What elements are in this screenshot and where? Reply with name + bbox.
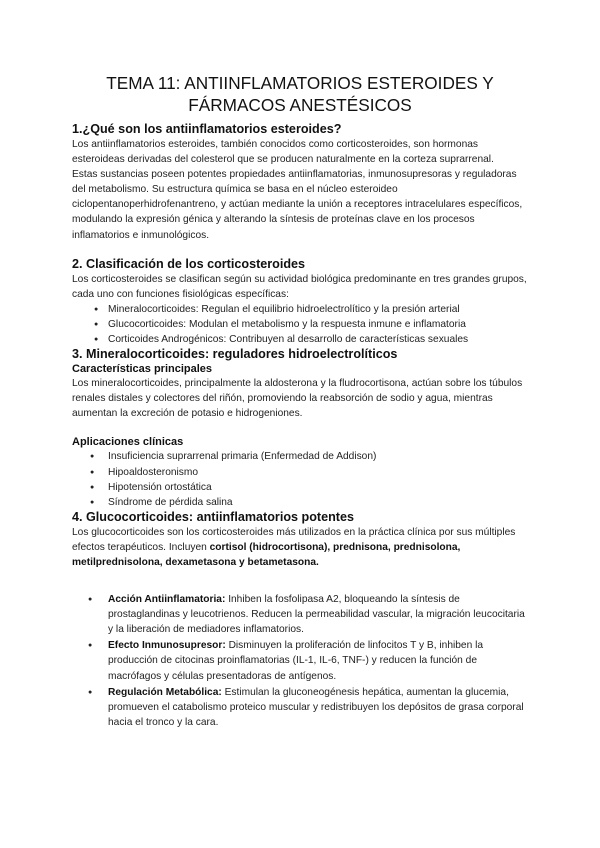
effect-label: Efecto Inmunosupresor: bbox=[108, 640, 226, 652]
section-3-heading: 3. Mineralocorticoides: reguladores hidroelectrolíticos bbox=[72, 347, 398, 362]
effect-text: Disminuyen la proliferación de linfocitos T y B, inhiben la producción de citocinas proinflamatorias (IL-1, IL-6, TNF-) y reducen la función de macrófagos y células presentadoras de antígenos. bbox=[108, 640, 484, 682]
list-item bbox=[72, 592, 528, 637]
section-1-paragraph-2: Estas sustancias poseen potentes propiedades antiinflamatorias, inmunosupresoras y reguladoras del metabolismo. Su estructura química se basa en el núcleo esteroideo ciclopentanoperhidrofenantreno, y actúan mediante la unión a receptores intracelulares específicos, modulando la expresión génica y alterando la síntesis de proteínas clave en los procesos inflamatorios e inmunológicos. bbox=[72, 169, 523, 241]
section-4 bbox=[72, 510, 528, 730]
list-item bbox=[72, 638, 528, 683]
section-3-subheading-characteristics: Características principales bbox=[72, 363, 213, 376]
section-1-paragraph-1: Los antiinflamatorios esteroides, también conocidos como corticosteroides, son hormonas esteroideas derivadas del colesterol que se producen naturalmente en la corteza suprarrenal. bbox=[72, 139, 494, 166]
section-4-drug-list: cortisol (hidrocortisona), prednisona, prednisolona, metilprednisolona, dexametasona y betametasona. bbox=[72, 541, 461, 568]
effects-list bbox=[72, 592, 528, 730]
section-3-paragraph: Los mineralocorticoides, principalmente la aldosterona y la fludrocortisona, actúan sobre los túbulos renales distales y colectores del riñón, promoviendo la reabsorción de sodio y agua, mientras aumentan la excreción de potasio e hidrogeniones. bbox=[72, 378, 523, 420]
list-item: ● Mineralocorticoides: Regulan el equilibrio hidroelectrolítico y la presión arterial bbox=[72, 302, 528, 317]
effect-text: Inhiben la fosfolipasa A2, bloqueando la síntesis de prostaglandinas y leucotrienos. Reducen la permeabilidad vascular, la migración leucocitaria y la liberación de mediadores inflamatorios. bbox=[108, 594, 525, 636]
list-item bbox=[72, 685, 528, 730]
list-item: ● Hipotensión ortostática bbox=[72, 480, 528, 495]
list-item: ● Glucocorticoides: Modulan el metabolismo y la respuesta inmune e inflamatoria bbox=[72, 317, 528, 332]
section-4-heading: 4. Glucocorticoides: antiinflamatorios potentes bbox=[72, 509, 355, 524]
effect-text: Estimulan la gluconeogénesis hepática, aumentan la glucemia, promueven el catabolismo proteico muscular y redistribuyen los depósitos de grasa corporal hacia el tronco y la cara. bbox=[108, 686, 524, 728]
applications-list bbox=[72, 449, 528, 509]
classification-list bbox=[72, 302, 528, 347]
section-2-intro: Los corticosteroides se clasifican según su actividad biológica predominante en tres grandes grupos, cada uno con funciones fisiológicas específicas: bbox=[72, 273, 527, 300]
section-1 bbox=[72, 122, 528, 243]
section-3-subheading-applications: Aplicaciones clínicas bbox=[72, 436, 184, 449]
effect-label: Acción Antiinflamatoria: bbox=[108, 594, 226, 606]
list-item: ● Hipoaldosteronismo bbox=[72, 465, 528, 480]
section-4-intro-text: Los glucocorticoides son los corticosteroides más utilizados en la práctica clínica por sus múltiples efectos terapéuticos. Incluyen bbox=[72, 526, 516, 553]
section-3 bbox=[72, 347, 528, 510]
section-4-intro bbox=[72, 525, 528, 570]
section-1-heading: 1.¿Qué son los antiinflamatorios esteroides? bbox=[72, 122, 342, 136]
list-item: ● Corticoides Androgénicos: Contribuyen al desarrollo de características sexuales bbox=[72, 332, 528, 347]
document-title: TEMA 11: ANTIINFLAMATORIOS ESTEROIDES Y FÁRMACOS ANESTÉSICOS bbox=[106, 73, 494, 115]
list-item: ● Síndrome de pérdida salina bbox=[72, 495, 528, 510]
section-2 bbox=[72, 257, 528, 347]
section-2-heading: 2. Clasificación de los corticosteroides bbox=[72, 256, 306, 271]
effect-label: Regulación Metabólica: bbox=[108, 686, 222, 698]
list-item: ● Insuficiencia suprarrenal primaria (Enfermedad de Addison) bbox=[72, 449, 528, 464]
